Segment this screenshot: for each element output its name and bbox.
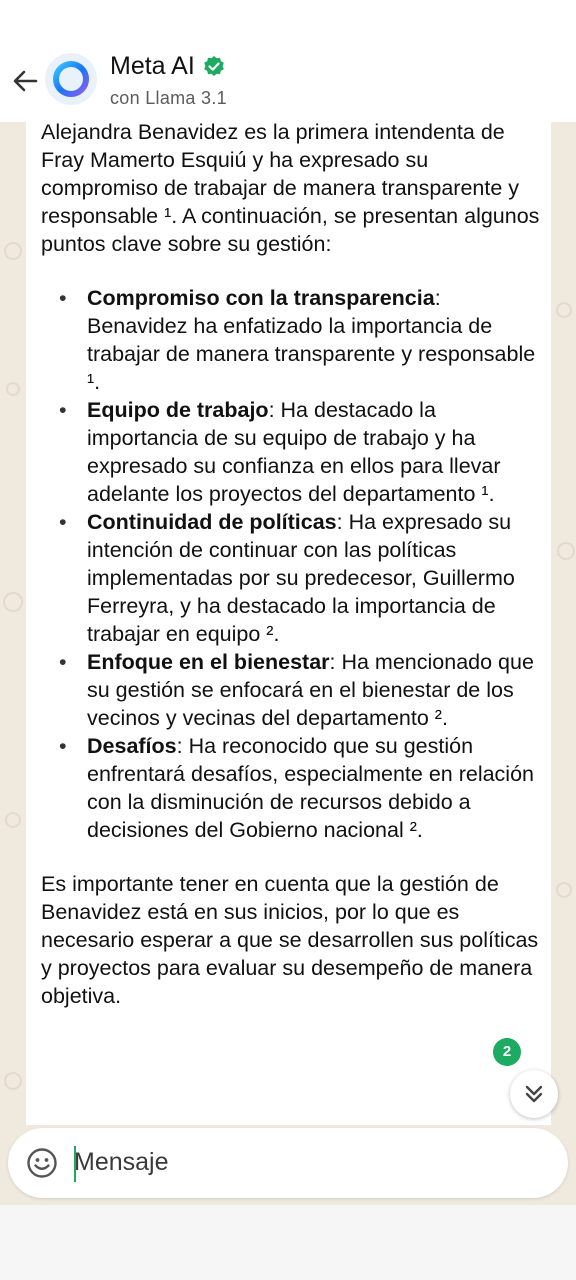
double-chevron-down-icon [522, 1082, 546, 1106]
emoji-icon[interactable] [26, 1147, 58, 1179]
doodle [4, 242, 22, 260]
point-title: Compromiso con la transparencia [87, 286, 435, 310]
list-item [41, 396, 546, 508]
message-input-bar[interactable] [8, 1128, 568, 1198]
point-text: : Ha destacado la importancia de su equipo de trabajo y ha expresado su confianza en ellos para llevar adelante los proyectos del departamento ¹. [87, 398, 501, 506]
point-text: : Ha reconocido que su gestión enfrentará desafíos, especialmente en relación con la disminución de recursos debido a decisiones del Gobierno nacional ². [87, 734, 534, 842]
point-title: Equipo de trabajo [87, 398, 269, 422]
scroll-to-bottom-button[interactable] [510, 1070, 558, 1118]
doodle [6, 382, 20, 396]
verified-badge-icon [202, 55, 226, 79]
doodle [556, 882, 572, 898]
doodle [3, 592, 23, 612]
message-closing: Es importante tener en cuenta que la gestión de Benavidez está en sus inicios, por lo que es necesario esperar a que se desarrollen sus políticas y proyectos para evaluar su desempeño de manera objetiva. [41, 872, 539, 1008]
key-points-list [41, 284, 546, 844]
meta-ai-avatar[interactable] [45, 53, 97, 105]
doodle [556, 302, 572, 318]
point-text: : Benavidez ha enfatizado la importancia de trabajar de manera transparente y responsable ¹. [87, 286, 536, 394]
doodle [5, 812, 21, 828]
list-item [41, 284, 546, 396]
chat-title: Meta AI [110, 52, 195, 80]
doodle [4, 1072, 22, 1090]
unread-count-badge: 2 [493, 1038, 521, 1066]
point-title: Continuidad de políticas [87, 510, 337, 534]
message-input[interactable]: Mensaje [74, 1148, 169, 1176]
message-bubble[interactable] [26, 122, 551, 1125]
message-text [41, 122, 546, 1010]
point-title: Enfoque en el bienestar [87, 650, 330, 674]
point-text: : Ha mencionado que su gestión se enfocará en el bienestar de los vecinos y vecinas del departamento ². [87, 650, 534, 730]
list-item [41, 508, 546, 648]
message-intro: Alejandra Benavidez es la primera intendenta de Fray Mamerto Esquiú y ha expresado su compromiso de trabajar de manera transparente y responsable ¹. A continuación, se presentan algunos puntos clave sobre su gestión: [41, 122, 540, 256]
list-item [41, 648, 546, 732]
back-arrow-icon[interactable] [10, 66, 40, 96]
doodle [557, 542, 575, 560]
chat-header [0, 0, 576, 122]
point-title: Desafíos [87, 734, 177, 758]
point-text: : Ha expresado su intención de continuar con las políticas implementadas por su predecesor, Guillermo Ferreyra, y ha destacado la importancia de trabajar en equipo ². [87, 510, 515, 646]
list-item [41, 732, 546, 844]
chat-title-row[interactable] [110, 52, 226, 81]
chat-subtitle: con Llama 3.1 [110, 88, 227, 108]
bottom-area [0, 1205, 576, 1280]
